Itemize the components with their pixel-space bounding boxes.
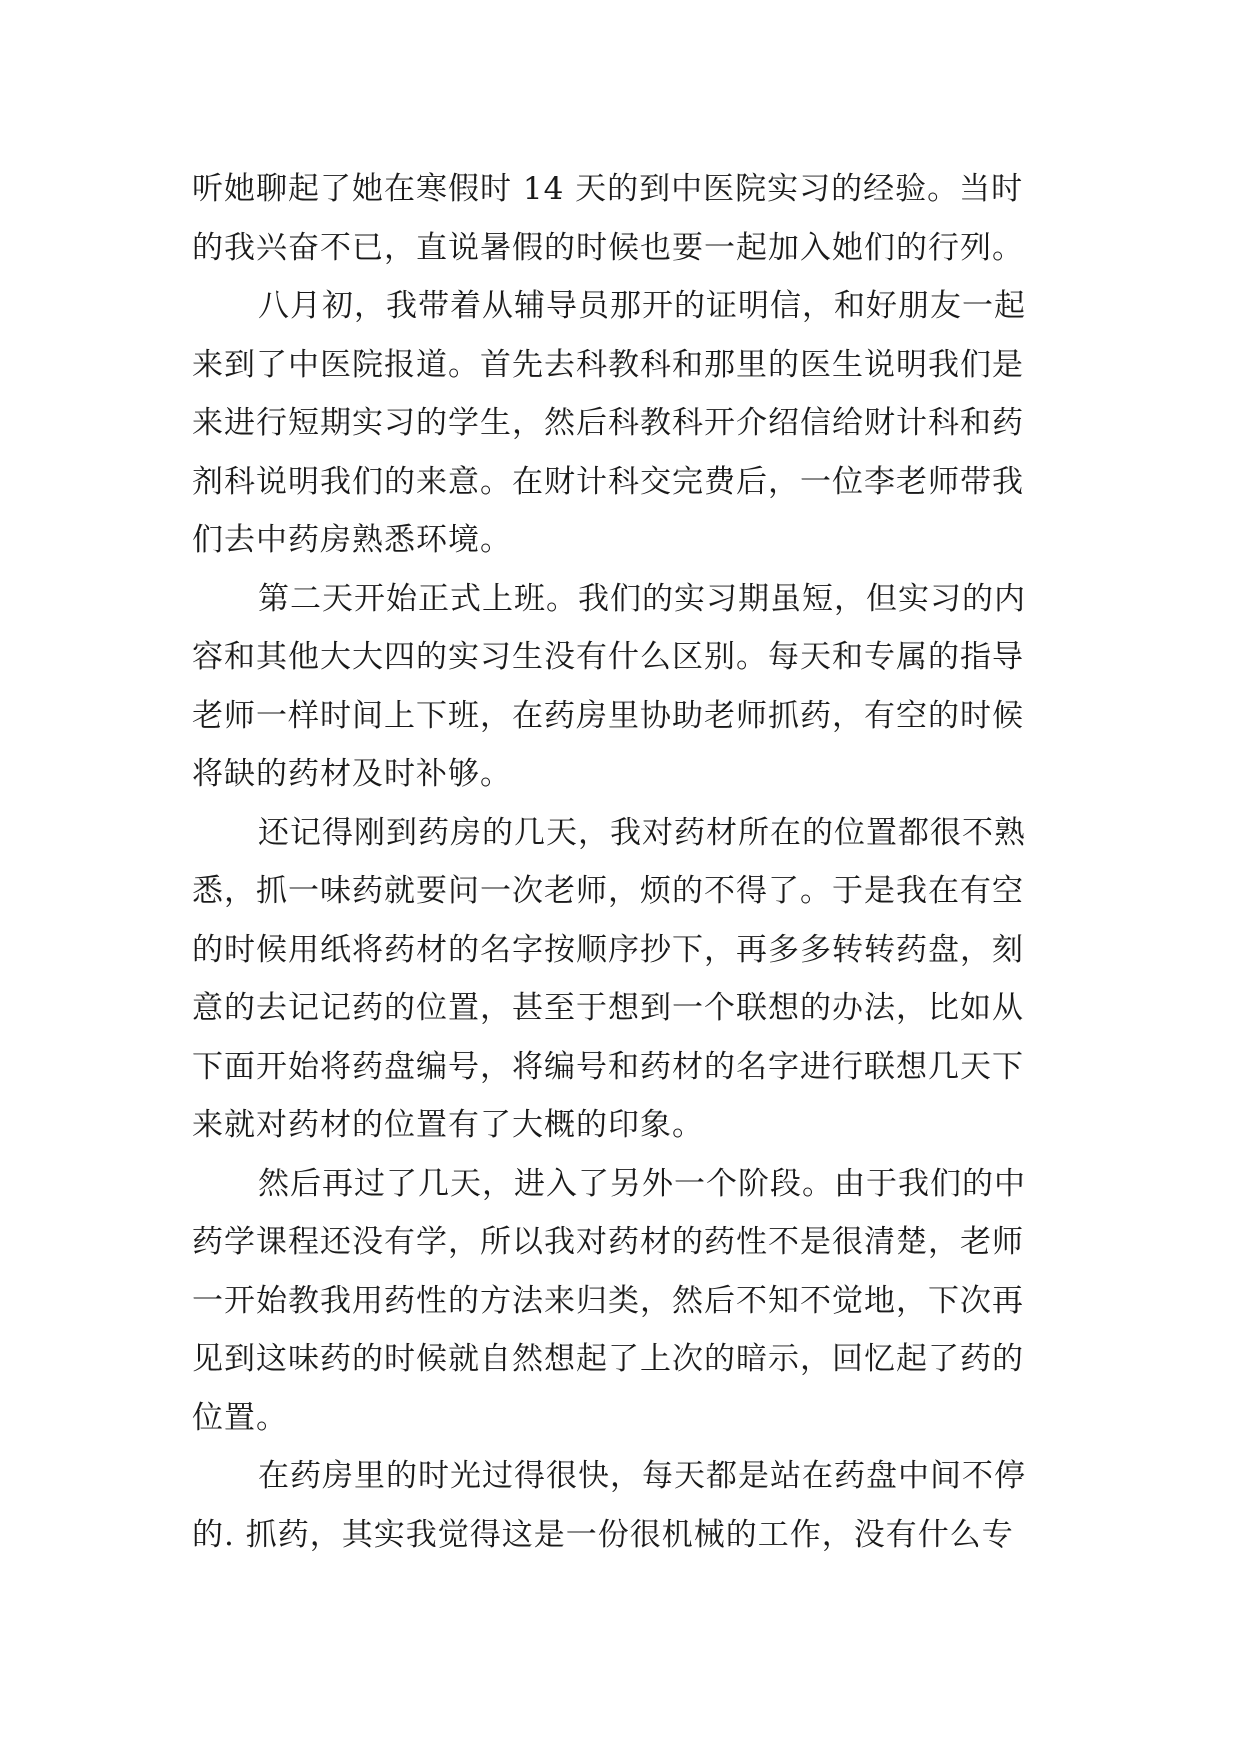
text-line: 容和其他大大四的实习生没有什么区别。每天和专属的指导 (192, 639, 1024, 675)
paragraph-start-line: 在药房里的时光过得很快，每天都是站在药盘中间不停 (258, 1458, 1026, 1494)
text-line: 的我兴奋不已，直说暑假的时候也要一起加入她们的行列。 (192, 229, 1024, 266)
text-line: 将缺的药材及时补够。 (192, 756, 512, 792)
paragraph-start-line: 第二天开始正式上班。我们的实习期虽短，但实习的内 (258, 580, 1026, 617)
body-text (192, 160, 1072, 1564)
text-line: 老师一样时间上下班，在药房里协助老师抓药，有空的时候 (192, 697, 1024, 734)
paragraph-start-line: 然后再过了几天，进入了另外一个阶段。由于我们的中 (258, 1165, 1026, 1202)
text-line: 听她聊起了她在寒假时 14 天的到中医院实习的经验。当时 (192, 171, 1024, 207)
text-line: 来进行短期实习的学生，然后科教科开介绍信给财计科和药 (192, 405, 1024, 441)
text-line: 悉，抓一味药就要问一次老师，烦的不得了。于是我在有空 (192, 873, 1024, 909)
text-line: 位置。 (192, 1399, 288, 1436)
text-line: 剂科说明我们的来意。在财计科交完费后，一位李老师带我 (192, 463, 1024, 500)
text-line: 一开始教我用药性的方法来归类，然后不知不觉地，下次再 (192, 1282, 1024, 1319)
text-line: 的. 抓药，其实我觉得这是一份很机械的工作，没有什么专 (192, 1516, 1014, 1553)
paragraph-start-line: 八月初，我带着从辅导员那开的证明信，和好朋友一起 (258, 288, 1026, 324)
text-line: 们去中药房熟悉环境。 (192, 522, 512, 558)
text-line: 药学课程还没有学，所以我对药材的药性不是很清楚，老师 (192, 1224, 1024, 1260)
paragraph-start-line: 还记得刚到药房的几天，我对药材所在的位置都很不熟 (258, 814, 1026, 851)
text-line: 下面开始将药盘编号，将编号和药材的名字进行联想几天下 (192, 1048, 1024, 1085)
text-line: 的时候用纸将药材的名字按顺序抄下，再多多转转药盘，刻 (192, 931, 1024, 968)
text-line: 来到了中医院报道。首先去科教科和那里的医生说明我们是 (192, 346, 1024, 383)
text-line: 意的去记记药的位置，甚至于想到一个联想的办法，比如从 (192, 990, 1024, 1026)
text-line: 来就对药材的位置有了大概的印象。 (192, 1107, 704, 1143)
text-line: 见到这味药的时候就自然想起了上次的暗示，回忆起了药的 (192, 1341, 1024, 1377)
